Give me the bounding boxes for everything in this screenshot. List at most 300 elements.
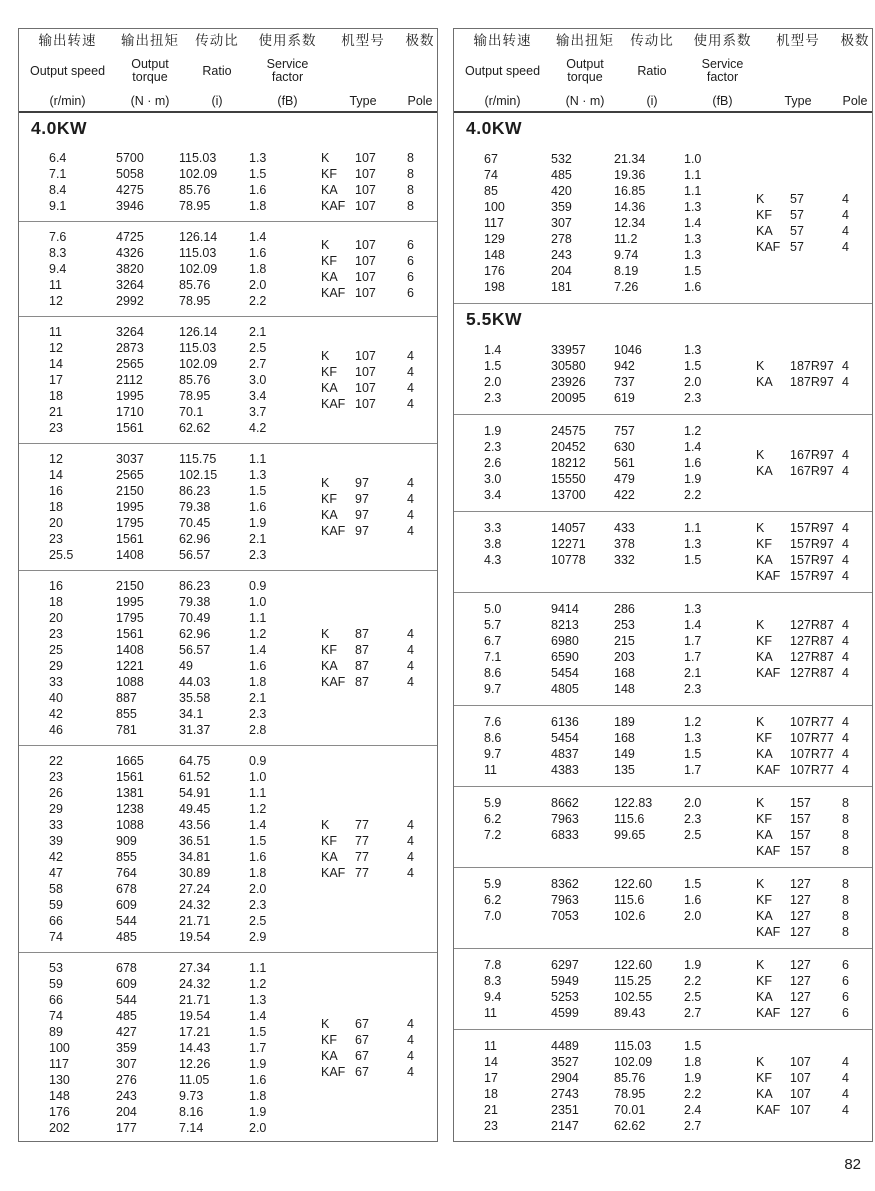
table-row bbox=[19, 578, 309, 594]
type-size-label: 127 bbox=[790, 958, 811, 972]
output-torque-value: 24575 bbox=[551, 424, 586, 438]
table-row bbox=[454, 536, 744, 552]
type-row bbox=[309, 380, 437, 396]
type-model-label: K bbox=[321, 151, 330, 165]
pole-value: 6 bbox=[842, 974, 849, 988]
output-torque-value: 1995 bbox=[116, 500, 144, 514]
type-size-label: 67 bbox=[355, 1049, 369, 1063]
type-size-label: 167R97 bbox=[790, 464, 834, 478]
ratio-value: 70.01 bbox=[614, 1103, 646, 1117]
table-row bbox=[19, 420, 309, 436]
type-row bbox=[309, 253, 437, 269]
table-row bbox=[19, 324, 309, 340]
pole-value: 8 bbox=[842, 796, 849, 810]
ratio-value: 70.1 bbox=[179, 405, 204, 419]
output-torque-value: 12271 bbox=[551, 537, 586, 551]
pole-value: 8 bbox=[842, 844, 849, 858]
type-size-label: 67 bbox=[355, 1065, 369, 1079]
header-ratio-en-label: Ratio bbox=[637, 63, 667, 78]
header-service-factor-unit-label: (fB) bbox=[277, 94, 298, 108]
spec-table-left-column bbox=[18, 28, 438, 1142]
type-size-label: 187R97 bbox=[790, 375, 834, 389]
ratio-value: 253 bbox=[614, 618, 635, 632]
pole-value: 8 bbox=[407, 151, 414, 165]
service-factor-value: 1.5 bbox=[684, 877, 702, 891]
table-row bbox=[454, 714, 744, 730]
service-factor-value: 1.3 bbox=[249, 993, 267, 1007]
ratio-value: 85.76 bbox=[179, 278, 211, 292]
output-speed-value: 11 bbox=[49, 278, 62, 292]
output-torque-value: 307 bbox=[551, 216, 572, 230]
ratio-value: 62.96 bbox=[179, 627, 211, 641]
output-torque-value: 7963 bbox=[551, 893, 579, 907]
type-size-label: 167R97 bbox=[790, 448, 834, 462]
type-size-label: 157 bbox=[790, 828, 811, 842]
service-factor-value: 2.0 bbox=[684, 909, 702, 923]
type-size-label: 57 bbox=[790, 240, 804, 254]
type-model-label: KAF bbox=[756, 1103, 781, 1117]
ratio-value: 21.34 bbox=[614, 152, 646, 166]
pole-value: 4 bbox=[842, 1087, 849, 1101]
service-factor-value: 1.4 bbox=[249, 230, 267, 244]
output-torque-value: 10778 bbox=[551, 553, 586, 567]
service-factor-value: 1.8 bbox=[249, 262, 267, 276]
type-model-label: K bbox=[756, 958, 765, 972]
output-torque-value: 9414 bbox=[551, 602, 579, 616]
output-speed-value: 148 bbox=[49, 1089, 70, 1103]
section-title: 4.0KW bbox=[466, 117, 522, 138]
service-factor-value: 1.7 bbox=[684, 650, 702, 664]
output-speed-value: 47 bbox=[49, 866, 63, 880]
output-speed-value: 39 bbox=[49, 834, 63, 848]
type-list bbox=[744, 520, 872, 584]
type-size-label: 57 bbox=[790, 208, 804, 222]
output-torque-value: 278 bbox=[551, 232, 572, 246]
ratio-value: 8.19 bbox=[614, 264, 639, 278]
table-row bbox=[454, 681, 744, 697]
type-row bbox=[309, 491, 437, 507]
gear-ratio-group bbox=[454, 334, 872, 414]
ratio-value: 11.05 bbox=[179, 1073, 210, 1087]
ratio-value: 19.54 bbox=[179, 930, 211, 944]
data-rows bbox=[454, 876, 744, 940]
output-torque-value: 1710 bbox=[116, 405, 144, 419]
output-speed-value: 59 bbox=[49, 977, 63, 991]
ratio-value: 34.1 bbox=[179, 707, 204, 721]
type-list bbox=[309, 753, 437, 945]
table-row bbox=[454, 957, 744, 973]
output-torque-value: 2873 bbox=[116, 341, 144, 355]
output-speed-value: 66 bbox=[49, 993, 63, 1007]
output-torque-value: 2743 bbox=[551, 1087, 579, 1101]
table-row bbox=[19, 1088, 309, 1104]
pole-value: 4 bbox=[842, 448, 849, 462]
service-factor-value: 1.0 bbox=[249, 770, 267, 784]
output-torque-value: 1665 bbox=[116, 754, 144, 768]
ratio-value: 1046 bbox=[614, 343, 642, 357]
ratio-value: 122.60 bbox=[614, 877, 653, 891]
ratio-value: 7.14 bbox=[179, 1121, 204, 1135]
type-size-label: 87 bbox=[355, 675, 369, 689]
pole-value: 4 bbox=[407, 1017, 414, 1031]
output-torque-value: 243 bbox=[551, 248, 572, 262]
type-model-label: KAF bbox=[756, 666, 781, 680]
type-size-label: 107 bbox=[790, 1055, 811, 1069]
type-model-label: KF bbox=[756, 974, 772, 988]
type-row bbox=[744, 665, 872, 681]
output-torque-value: 2150 bbox=[116, 484, 144, 498]
output-speed-value: 23 bbox=[49, 421, 63, 435]
type-model-label: KAF bbox=[756, 763, 781, 777]
output-speed-value: 22 bbox=[49, 754, 63, 768]
gear-ratio-group bbox=[19, 953, 437, 1142]
pole-value: 4 bbox=[407, 850, 414, 864]
table-row bbox=[19, 372, 309, 388]
table-row bbox=[454, 649, 744, 665]
service-factor-value: 1.9 bbox=[684, 472, 702, 486]
output-torque-value: 781 bbox=[116, 723, 137, 737]
header-type bbox=[760, 34, 836, 108]
service-factor-value: 0.9 bbox=[249, 754, 267, 768]
type-row bbox=[309, 865, 437, 881]
output-torque-value: 3264 bbox=[116, 325, 144, 339]
service-factor-value: 2.3 bbox=[684, 812, 702, 826]
pole-value: 4 bbox=[407, 397, 414, 411]
service-factor-value: 1.1 bbox=[249, 611, 267, 625]
service-factor-value: 1.5 bbox=[684, 747, 702, 761]
header-ratio bbox=[184, 34, 250, 108]
output-speed-value: 17 bbox=[484, 1071, 498, 1085]
header-output-torque bbox=[551, 34, 619, 108]
data-rows bbox=[454, 795, 744, 859]
output-speed-value: 16 bbox=[49, 484, 63, 498]
service-factor-value: 1.6 bbox=[684, 893, 702, 907]
type-model-label: KF bbox=[756, 208, 772, 222]
section-title: 5.5KW bbox=[466, 308, 522, 329]
service-factor-value: 1.1 bbox=[249, 786, 267, 800]
output-torque-value: 1381 bbox=[116, 786, 144, 800]
type-size-label: 127R87 bbox=[790, 650, 834, 664]
header-service-factor bbox=[250, 34, 325, 108]
table-row bbox=[454, 811, 744, 827]
section-title: 4.0KW bbox=[31, 117, 87, 138]
service-factor-value: 0.9 bbox=[249, 579, 267, 593]
output-speed-value: 17 bbox=[49, 373, 63, 387]
gear-ratio-group bbox=[19, 444, 437, 570]
type-model-label: K bbox=[756, 448, 765, 462]
output-torque-value: 2904 bbox=[551, 1071, 579, 1085]
ratio-value: 115.6 bbox=[614, 893, 645, 907]
type-row bbox=[309, 475, 437, 491]
header-ratio-unit-label: (i) bbox=[211, 94, 223, 108]
data-rows bbox=[19, 229, 309, 309]
header-output-speed-zh-label: 输出转速 bbox=[38, 33, 97, 48]
ratio-value: 27.24 bbox=[179, 882, 211, 896]
type-list bbox=[309, 578, 437, 738]
output-speed-value: 8.3 bbox=[484, 974, 502, 988]
table-row bbox=[19, 594, 309, 610]
table-row bbox=[19, 531, 309, 547]
ratio-value: 70.45 bbox=[179, 516, 211, 530]
output-speed-value: 1.9 bbox=[484, 424, 502, 438]
type-model-label: KAF bbox=[321, 866, 346, 880]
gear-ratio-group bbox=[454, 949, 872, 1029]
header-output-torque-zh-label: 输出扭矩 bbox=[121, 33, 179, 48]
output-speed-value: 18 bbox=[484, 1087, 498, 1101]
table-row bbox=[454, 1054, 744, 1070]
service-factor-value: 2.3 bbox=[249, 548, 267, 562]
type-model-label: KF bbox=[321, 492, 337, 506]
output-torque-value: 18212 bbox=[551, 456, 586, 470]
output-torque-value: 427 bbox=[116, 1025, 137, 1039]
type-model-label: KF bbox=[321, 834, 337, 848]
table-row bbox=[19, 1008, 309, 1024]
gear-ratio-group bbox=[454, 593, 872, 705]
ratio-value: 16.85 bbox=[614, 184, 646, 198]
output-torque-value: 5253 bbox=[551, 990, 579, 1004]
output-speed-value: 2.3 bbox=[484, 440, 502, 454]
header-output-speed bbox=[454, 34, 551, 108]
type-row bbox=[309, 1032, 437, 1048]
table-row bbox=[19, 610, 309, 626]
type-row bbox=[744, 649, 872, 665]
output-speed-value: 7.6 bbox=[484, 715, 502, 729]
output-torque-value: 855 bbox=[116, 850, 137, 864]
gear-ratio-group bbox=[19, 222, 437, 316]
type-model-label: K bbox=[321, 238, 330, 252]
data-rows bbox=[19, 960, 309, 1136]
ratio-value: 115.03 bbox=[179, 151, 217, 165]
service-factor-value: 1.9 bbox=[249, 516, 267, 530]
ratio-value: 122.83 bbox=[614, 796, 653, 810]
table-row bbox=[454, 908, 744, 924]
header-pole-zh-label: 极数 bbox=[405, 33, 435, 48]
output-torque-value: 1561 bbox=[116, 532, 144, 546]
gear-ratio-group bbox=[454, 512, 872, 592]
output-torque-value: 7963 bbox=[551, 812, 579, 826]
output-torque-value: 1995 bbox=[116, 595, 144, 609]
header-output-torque-zh-label: 输出扭矩 bbox=[556, 33, 614, 48]
service-factor-value: 1.8 bbox=[249, 199, 267, 213]
output-speed-value: 33 bbox=[49, 675, 63, 689]
type-row bbox=[744, 1005, 872, 1021]
table-row bbox=[19, 817, 309, 833]
service-factor-value: 1.1 bbox=[684, 521, 702, 535]
type-row bbox=[744, 358, 872, 374]
ratio-value: 78.95 bbox=[614, 1087, 646, 1101]
ratio-value: 102.09 bbox=[179, 262, 218, 276]
pole-value: 6 bbox=[407, 270, 414, 284]
type-model-label: K bbox=[321, 349, 330, 363]
ratio-value: 102.09 bbox=[614, 1055, 653, 1069]
type-row bbox=[309, 833, 437, 849]
type-model-label: KF bbox=[756, 731, 772, 745]
service-factor-value: 1.5 bbox=[684, 553, 702, 567]
service-factor-value: 1.3 bbox=[684, 248, 702, 262]
output-speed-value: 74 bbox=[49, 1009, 63, 1023]
header-output-speed-unit-label: (r/min) bbox=[49, 94, 86, 108]
header-output-speed-zh-label: 输出转速 bbox=[473, 33, 532, 48]
data-rows bbox=[454, 151, 744, 295]
type-size-label: 107 bbox=[355, 349, 376, 363]
pole-value: 4 bbox=[842, 1055, 849, 1069]
output-speed-value: 74 bbox=[49, 930, 63, 944]
service-factor-value: 1.4 bbox=[684, 440, 702, 454]
type-size-label: 107 bbox=[355, 286, 376, 300]
table-row bbox=[19, 690, 309, 706]
service-factor-value: 2.8 bbox=[249, 723, 267, 737]
output-speed-value: 46 bbox=[49, 723, 63, 737]
ratio-value: 19.54 bbox=[179, 1009, 211, 1023]
output-speed-value: 8.6 bbox=[484, 731, 502, 745]
pole-value: 4 bbox=[407, 508, 414, 522]
header-service-factor-zh-label: 使用系数 bbox=[258, 33, 317, 48]
ratio-value: 24.32 bbox=[179, 898, 211, 912]
output-torque-value: 485 bbox=[551, 168, 572, 182]
type-size-label: 87 bbox=[355, 659, 369, 673]
service-factor-value: 1.4 bbox=[249, 1009, 267, 1023]
type-model-label: K bbox=[756, 521, 765, 535]
output-speed-value: 2.6 bbox=[484, 456, 502, 470]
table-header bbox=[19, 29, 437, 113]
output-speed-value: 14 bbox=[484, 1055, 498, 1069]
ratio-value: 115.75 bbox=[179, 452, 217, 466]
output-torque-value: 1238 bbox=[116, 802, 144, 816]
ratio-value: 168 bbox=[614, 731, 635, 745]
ratio-value: 102.55 bbox=[614, 990, 653, 1004]
service-factor-value: 1.8 bbox=[249, 866, 267, 880]
pole-value: 8 bbox=[407, 167, 414, 181]
type-size-label: 157R97 bbox=[790, 537, 834, 551]
ratio-value: 479 bbox=[614, 472, 635, 486]
type-row bbox=[744, 811, 872, 827]
service-factor-value: 1.2 bbox=[249, 977, 267, 991]
output-speed-value: 14 bbox=[49, 468, 63, 482]
ratio-value: 21.71 bbox=[179, 914, 211, 928]
service-factor-value: 1.6 bbox=[249, 500, 267, 514]
output-speed-value: 117 bbox=[49, 1057, 69, 1071]
table-row bbox=[19, 801, 309, 817]
type-size-label: 127 bbox=[790, 925, 811, 939]
service-factor-value: 2.9 bbox=[249, 930, 267, 944]
service-factor-value: 1.7 bbox=[249, 1041, 267, 1055]
type-row bbox=[744, 746, 872, 762]
output-speed-value: 12 bbox=[49, 341, 63, 355]
output-speed-value: 42 bbox=[49, 850, 63, 864]
service-factor-value: 1.9 bbox=[249, 1105, 267, 1119]
ratio-value: 64.75 bbox=[179, 754, 211, 768]
service-factor-value: 2.1 bbox=[249, 532, 267, 546]
table-row bbox=[19, 245, 309, 261]
type-model-label: K bbox=[756, 796, 765, 810]
output-speed-value: 18 bbox=[49, 500, 63, 514]
pole-value: 8 bbox=[407, 183, 414, 197]
type-size-label: 97 bbox=[355, 508, 369, 522]
output-speed-value: 5.9 bbox=[484, 796, 502, 810]
table-row bbox=[454, 746, 744, 762]
header-service-factor-zh-label: 使用系数 bbox=[693, 33, 752, 48]
type-size-label: 87 bbox=[355, 627, 369, 641]
type-size-label: 127R87 bbox=[790, 618, 834, 632]
output-torque-value: 2992 bbox=[116, 294, 144, 308]
type-model-label: KAF bbox=[321, 1065, 346, 1079]
ratio-value: 286 bbox=[614, 602, 635, 616]
pole-value: 4 bbox=[407, 627, 414, 641]
type-row bbox=[744, 463, 872, 479]
pole-value: 6 bbox=[842, 990, 849, 1004]
type-model-label: KA bbox=[756, 747, 773, 761]
ratio-value: 757 bbox=[614, 424, 635, 438]
table-row bbox=[19, 356, 309, 372]
type-row bbox=[744, 1070, 872, 1086]
output-torque-value: 1795 bbox=[116, 611, 144, 625]
table-row bbox=[454, 279, 744, 295]
type-size-label: 57 bbox=[790, 224, 804, 238]
pole-value: 4 bbox=[842, 650, 849, 664]
output-torque-value: 243 bbox=[116, 1089, 137, 1103]
pole-value: 8 bbox=[842, 877, 849, 891]
service-factor-value: 1.3 bbox=[684, 343, 702, 357]
service-factor-value: 1.1 bbox=[684, 168, 702, 182]
type-size-label: 127 bbox=[790, 1006, 811, 1020]
table-row bbox=[19, 198, 309, 214]
output-torque-value: 4599 bbox=[551, 1006, 579, 1020]
type-row bbox=[744, 973, 872, 989]
gear-ratio-group bbox=[454, 143, 872, 303]
type-row bbox=[744, 795, 872, 811]
type-row bbox=[744, 876, 872, 892]
header-ratio bbox=[619, 34, 685, 108]
output-torque-value: 3946 bbox=[116, 199, 144, 213]
header-output-torque-en-label: Output torque bbox=[131, 57, 169, 84]
type-model-label: K bbox=[756, 192, 765, 206]
output-torque-value: 485 bbox=[116, 930, 137, 944]
output-speed-value: 23 bbox=[484, 1119, 498, 1133]
data-rows bbox=[19, 753, 309, 945]
output-torque-value: 2565 bbox=[116, 468, 144, 482]
type-model-label: KAF bbox=[756, 569, 781, 583]
output-speed-value: 100 bbox=[484, 200, 505, 214]
output-torque-value: 23926 bbox=[551, 375, 586, 389]
header-output-speed-en-label: Output speed bbox=[29, 63, 106, 78]
ratio-value: 49.45 bbox=[179, 802, 211, 816]
ratio-value: 89.43 bbox=[614, 1006, 646, 1020]
header-pole-en-label: Pole bbox=[842, 94, 868, 108]
type-row bbox=[309, 642, 437, 658]
data-rows bbox=[454, 601, 744, 697]
table-row bbox=[454, 762, 744, 778]
ratio-value: 14.43 bbox=[179, 1041, 211, 1055]
type-list bbox=[744, 151, 872, 295]
table-row bbox=[454, 827, 744, 843]
table-row bbox=[454, 247, 744, 263]
output-torque-value: 5454 bbox=[551, 666, 579, 680]
type-row bbox=[744, 892, 872, 908]
gear-ratio-group bbox=[19, 317, 437, 443]
type-row bbox=[744, 924, 872, 940]
type-row bbox=[744, 568, 872, 584]
type-size-label: 157 bbox=[790, 844, 811, 858]
type-row bbox=[309, 658, 437, 674]
output-speed-value: 9.7 bbox=[484, 682, 502, 696]
type-size-label: 107 bbox=[790, 1103, 811, 1117]
output-speed-value: 89 bbox=[49, 1025, 63, 1039]
table-row bbox=[19, 229, 309, 245]
output-speed-value: 1.5 bbox=[484, 359, 502, 373]
ratio-value: 215 bbox=[614, 634, 635, 648]
ratio-value: 7.26 bbox=[614, 280, 639, 294]
ratio-value: 737 bbox=[614, 375, 635, 389]
